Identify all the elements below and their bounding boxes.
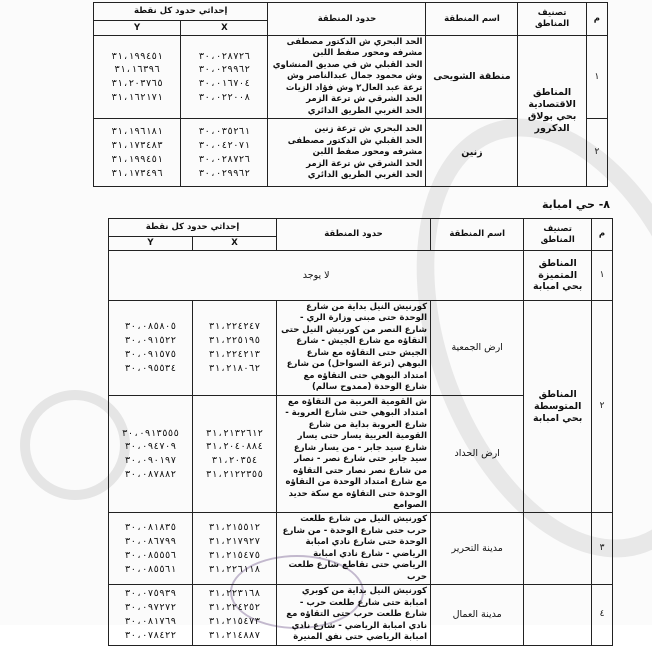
row-area-name: ارض الحداد [431,395,524,513]
y-value: ٣٠،٠٨٦٧٩٩ [124,536,177,548]
row-y-coords [109,513,193,585]
y-value: ٣٠،٠٧٨٤٢٢ [124,629,177,641]
x-value: ٣١،٢٢٥١٩٥ [208,335,261,347]
y-value: ٣٠،٠٨٥٥٥٦ [124,549,177,561]
x-value: ٣١،٢١٥٤٧٣ [208,615,261,627]
row-area-limits: الحد البحري ش الدكتور مصطفى مشرفه ومحور صفط اللبن الحد القبلي ش في صديق المنشاوي وش محمود جمال عبدالناصر وش ترعة عبد العال٢ وش فؤاد الزيات الحد الشرقي ش ترعة الزمر الحد الغربي الطريق الدائري [268,36,426,119]
bulaq-zones-table [93,2,608,187]
x-value: ٣١،٢١٢٢٣٥٥ [205,468,264,480]
row-classification-empty [524,513,592,585]
x-value: ٣٠،٠٢٩٩٦٢ [198,167,251,179]
row-classification: المناطق المتميزة بحي امبابة [524,251,592,301]
y-value: ٣٠،٠٨٥٥٦١ [124,563,177,575]
x-value: ٣١،٢١٣٢٦١٢ [205,427,264,439]
y-value: ٣٠،٠٨٥٨٠٥ [124,321,177,333]
x-value: ٣١،٢١٥٥١٢ [208,522,261,534]
x-value: ٣١،٢٢٦١١٨ [208,563,261,575]
x-value: ٣٠،٠٢٨٧٢٦ [198,50,251,62]
row-y-coords [109,395,193,513]
col-num: م [586,3,607,36]
row-num: ٣ [592,513,613,585]
row-num: ١ [586,36,607,119]
x-value: ٣٠،٠٢٢٠٠٨ [198,91,251,103]
x-value: ٣١،٢٠٣٥٤ [211,455,258,467]
table-row [109,513,613,585]
row-num: ٢ [586,119,607,187]
x-value: ٣١،٢٢٤٢٥٢ [208,602,261,614]
x-value: ٣١،٢١٨٠٦٢ [208,362,261,374]
row-num: ١ [592,251,613,301]
row-area-name: زنين [426,119,518,187]
row-y-coords [94,119,181,187]
col-coords: إحداثي حدود كل نقطة [109,219,277,237]
row-area-name: ارض الجمعية [431,301,524,396]
row-y-coords [109,585,193,645]
x-value: ٣٠،٠٤٢٠٧١ [198,140,251,152]
y-value: ٣٠،٠٨١٨٣٥ [124,522,177,534]
table-row [94,36,608,119]
table-row [109,301,613,396]
x-value: ٣٠،٠٢٩٩٦٢ [198,64,251,76]
row-y-coords [94,36,181,119]
row-num: ٢ [592,301,613,513]
y-value: ٣٠،٠٩٤٧٠٩ [124,441,177,453]
no-data-note: لا يوجد [109,251,524,301]
row-area-limits: كورنيش النيل بداية من كوبري امبابة حتى شارع طلعت حرب - شارع طلعت حرب حتى التقاؤه مع نادي امبابة الرياضي - شارع نادي امبابة الرياضي حتى نفق المنيرة [277,585,431,645]
col-classification: تصنيف المناطق [524,219,592,251]
y-value: ٣١،١٧٣٤٨٣ [111,140,163,152]
y-value: ٣٠،٠٩٧٢٧٢ [124,602,177,614]
row-x-coords [193,395,277,513]
y-value: ٣٠،٠٩٠١٩٧ [124,455,177,467]
row-x-coords [193,513,277,585]
y-value: ٣١،٢٠٣٧٦٥ [111,78,163,90]
row-area-name: منطقة الشويحى [426,36,518,119]
row-y-coords [109,301,193,396]
x-value: ٣١،٢٢٤٢١٣ [208,348,261,360]
row-x-coords [193,301,277,396]
y-value: ٣٠،٠٩١٥٢٢ [124,335,177,347]
y-value: ٣١،١٦٣٩٦ [114,64,160,76]
row-classification-empty [524,585,592,645]
y-value: ٣٠،٠٩١٥٧٥ [124,348,177,360]
row-x-coords [193,585,277,645]
x-value: ٣٠،٠١٦٧٠٤ [198,78,251,90]
table-row [109,251,613,301]
x-value: ٣٠،٠٣٥٢٦١ [198,126,251,138]
x-value: ٣١،٢٢٤٢٤٧ [208,321,261,333]
col-classification: تصنيف المناطق [518,3,586,36]
col-area-name: اسم المنطقة [431,219,524,251]
y-value: ٣٠،٠٨٧٨٨٢ [124,468,177,480]
col-area-limits: حدود المنطقة [277,219,431,251]
row-num: ٤ [592,585,613,645]
imbaba-zones-table [108,218,613,646]
table-row [109,585,613,645]
col-y: Y [94,21,181,36]
col-x: X [181,21,268,36]
x-value: ٣١،٢١٤٨٨٧ [208,629,261,641]
row-area-limits: ش القومية العربية من التقاؤه مع امتداد البوهي حتى شارع العروبة - شارع العروبة بداية من شارع القومية العربية يسار حتى يسار شارع سيد جابر - من يسار شارع سيد جابر حتى شارع نصر - نصار من شارع نصر نصار حتى التقاؤه مع شارع امتداد الوحدة من التقاؤه الوحدة حتى التقاؤه مع سكة حديد الصوامع [277,395,431,513]
col-coords: إحداثي حدود كل نقطة [94,3,268,21]
y-value: ٣٠،٠٩٥٥٣٤ [124,362,177,374]
y-value: ٣١،١٧٣٤٩٦ [111,167,163,179]
y-value: ٣٠،٠٨١٧٦٩ [124,615,177,627]
col-x: X [193,237,277,251]
x-value: ٣١،٢٠٤٠٨٨٤ [205,441,264,453]
row-classification: المناطق المتوسطة بحي امبابة [524,301,592,513]
y-value: ٣١،١٩٦١٨١ [111,126,163,138]
row-x-coords [181,119,268,187]
y-value: ٣٠،٠٧٥٩٣٩ [124,588,177,600]
col-area-limits: حدود المنطقة [268,3,426,36]
x-value: ٣١،٢١٧٩٢٧ [208,536,261,548]
row-area-name: مدينة التحرير [431,513,524,585]
col-y: Y [109,237,193,251]
row-area-name: مدينة العمال [431,585,524,645]
y-value: ٣١،١٩٩٤٥١ [111,153,163,165]
y-value: ٣٠،٠٩١٣٥٥٥ [121,427,180,439]
x-value: ٣٠،٠٢٨٧٢٦ [198,153,251,165]
row-area-limits: كورنيش النيل بداية من شارع الوحدة حتى مبنى وزارة الري - شارع النصر من كورنيش النيل حتى التقاؤه مع شارع الجيش - شارع الجيش حتى التقاؤه مع شارع البوهي (ترعة السواحل) من شارع امتداد البوهي حتى التقاؤه مع شارع الوحدة (ممدوح سالم) [277,301,431,396]
row-x-coords [181,36,268,119]
y-value: ٣١،١٦٢١٧١ [111,91,163,103]
col-area-name: اسم المنطقة [426,3,518,36]
col-num: م [592,219,613,251]
section-title: ٨- حي امبابة [541,198,610,211]
row-classification: المناطق الاقتصادية بحي بولاق الدكرور [518,36,586,187]
y-value: ٣١،١٩٩٤٥١ [111,50,163,62]
row-area-limits: كورنيش النيل من شارع طلعت حرب حتى شارع الوحدة - من شارع الوحدة حتى شارع نادي امبابة الرياضي - شارع نادي امبابة الرياضي حتى تقاطع شارع طلعت حرب [277,513,431,585]
x-value: ٣١،٢٢٣١٦٨ [208,588,261,600]
x-value: ٣١،٢١٥٤٧٥ [208,549,261,561]
row-area-limits: الحد البحري ش ترعة زنين الحد القبلي ش الدكتور مصطفى مشرفه ومحور صفط اللبن الحد الشرقي ش ترعة الزمر الحد الغربي الطريق الدائري [268,119,426,187]
